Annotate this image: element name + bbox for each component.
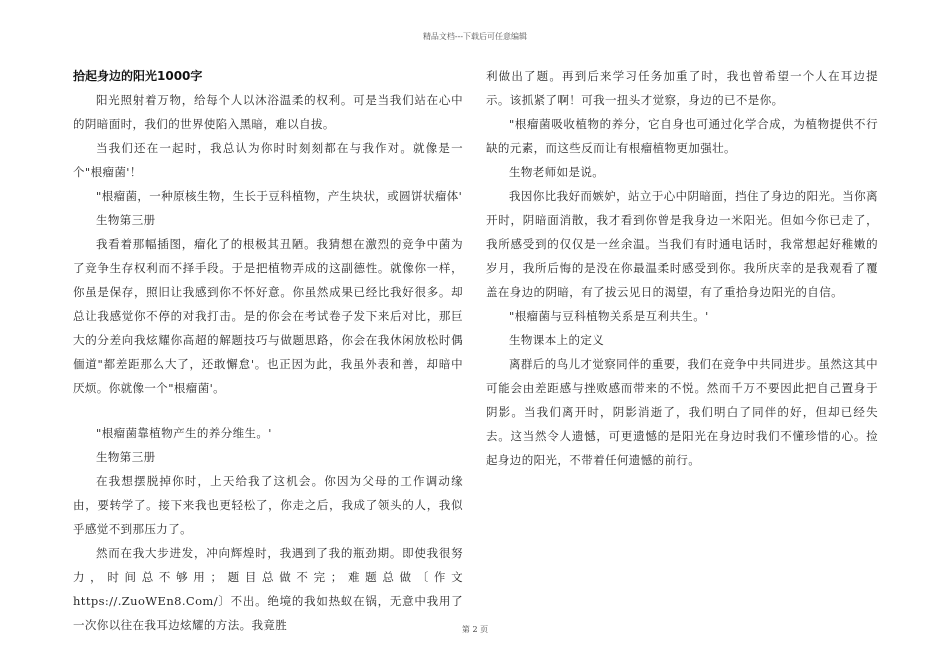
citation: 生物第三册 [96,450,156,464]
paragraph: 离群后的鸟儿才觉察同伴的重要，我们在竞争中共同进步。虽然这其中可能会由差距感与挫败感而带来的不悦。然而千万不要因此把自己置身于阴影。当我们离开时，阴影消逝了，我们明白了同伴的好，但却已经失去。这当然令人遗憾，可更遗憾的是阳光在身边时我们不懂珍惜的心。捡起身边的阳光，不带着任何遗憾的前行。 [486,357,878,467]
article-title: 拾起身边的阳光1000字 [73,69,203,83]
paragraph: 在我想摆脱掉你时，上天给我了这机会。你因为父母的工作调动缘由，要转学了。接下来我也更轻松了，你走之后，我成了领头的人，我似乎感觉不到那压力了。 [73,474,463,536]
page-header: 精品文档---下载后可任意编辑 [422,32,528,41]
paragraph: 我看着那幅插图，瘤化了的根极其丑陋。我猜想在激烈的竞争中菌为了竞争生存权利而不择手段。于是把植物弄成的这副德性。就像你一样，你虽是保存，照旧让我感到你不怀好意。你虽然成果已经比我好很多。却总让我感觉你不停的对我打击。是的你会在考试卷子发下来后对比，那巨大的分差向我炫耀你高超的解题技巧与做题思路，你会在我休闲放松时偶偭道"都差距那么大了，还敢懈怠'。也正因为此，我虽外表和善，却暗中厌烦。你就像一个"根瘤菌'。 [73,237,463,395]
paragraph: 然而在我大步进发，冲向辉煌时，我遇到了我的瓶劲期。即使我很努力，时间总不够用；题目总做不完；难题总做〔作文https://.ZuoWEn8.Com/〕不出。绝境的我如热蚁在锅，无意中我用了一次你以往在我耳边炫耀的方法。我竟胜 [73,546,463,632]
citation: 生物第三册 [96,213,156,227]
paragraph: 阳光照射着万物，给每个人以沐浴温柔的权利。可是当我们站在心中的阴暗面时，我们的世界使陷入黑暗，难以自拔。 [73,93,463,131]
right-column [486,64,878,472]
quote: "根瘤菌与豆科植物关系是互利共生。' [509,309,709,323]
left-column [73,64,463,637]
citation: 生物课本上的定义 [509,333,605,347]
paragraph: 当我们还在一起时，我总认为你时时刻刻都在与我作对。就像是一个"根瘤菌'！ [73,141,463,179]
page-number: 第 2 页 [461,625,489,634]
paragraph-gap [73,400,463,421]
quote: "根瘤菌靠植物产生的养分维生。' [96,426,272,440]
quote: "根瘤菌，一种原核生物，生长于豆科植物，产生块状，或圆饼状瘤体' [96,189,463,203]
paragraph-continued: 利做出了题。再到后来学习任务加重了时，我也曾希望一个人在耳边提示。该抓紧了啊！可我一扭头才觉察，身边的已不是你。 [486,69,878,107]
paragraph: 我因你比我好而嫉妒，站立于心中阴暗面，挡住了身边的阳光。当你离开时，阴暗面消散，我才看到你曾是我身边一米阳光。但如今你已走了，我所感受到的仅仅是一丝余温。当我们有时通电话时，我常想起好稚嫩的岁月，我所后悔的是没在你最温柔时感受到你。我所庆幸的是我观看了覆盖在身边的阴暗，有了拔云见日的渴望，有了重拾身边阳光的自信。 [486,189,878,299]
citation: 生物老师如是说。 [509,165,605,179]
quote: "根瘤菌吸收植物的养分，它自身也可通过化学合成，为植物提供不行缺的元素，而这些反而让有根瘤植物更加强壮。 [486,117,878,155]
